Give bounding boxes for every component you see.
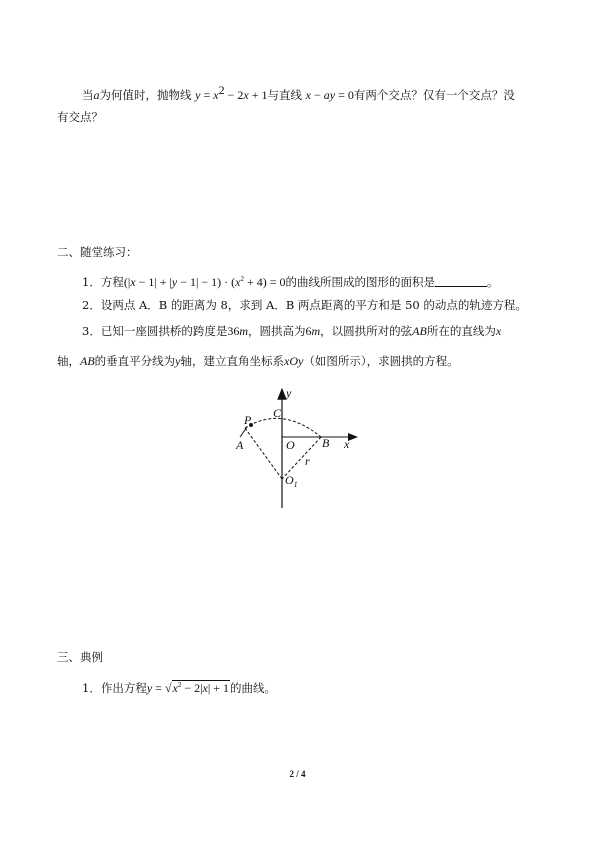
label-y: y — [286, 386, 292, 400]
answer-blank[interactable] — [435, 275, 487, 287]
arch-curve — [245, 418, 321, 437]
chord-left — [240, 427, 247, 437]
abs-equation: $(|x - 1| + |y - 1| - 1) \cdot (x^2 + 4) = 0$ — [123, 275, 286, 289]
example-question-1: 1．作出方程$y = √x^2 - 2|x| + 1$的曲线。 — [82, 681, 277, 695]
arch-bridge-diagram — [225, 383, 365, 508]
section3-heading: 三、典例 — [57, 650, 103, 664]
problem-line-2: 有交点？ — [57, 110, 103, 124]
label-o1: $O_1$ — [285, 473, 298, 489]
section2-heading: 二、随堂练习： — [57, 245, 138, 259]
practice-question-3-cont: 轴，AB的垂直平分线为y轴，建立直角坐标系xOy（如图所示），求圆拱的方程。 — [57, 354, 459, 368]
sqrt-sign: √ — [164, 681, 172, 695]
label-x: x — [344, 437, 350, 451]
problem-line-1: 当a为何值时，抛物线 $y = x^2 - 2x + 1$与直线 x − ay = 0有两个交点？仅有一个交点？没 — [82, 83, 515, 102]
practice-question-1: 1．方程$(|x - 1| + |y - 1| - 1) \cdot (x^2 + 4) = 0$的曲线所围成的图形的面积是 。 — [82, 275, 499, 289]
practice-question-3: 3．已知一座圆拱桥的跨度是36m，圆拱高为6m，以圆拱所对的弦AB所在的直线为x — [82, 324, 502, 338]
label-c: C — [273, 406, 282, 420]
practice-question-2: 2．设两点 A．B 的距离为 8，求到 A．B 两点距离的平方和是 50 的动点的轨迹方程。 — [82, 298, 527, 312]
label-r: r — [305, 454, 310, 468]
var-a: a — [93, 88, 100, 102]
radicand: $x^2 - 2|x| + 1$ — [172, 681, 230, 695]
radius-line-left — [245, 428, 282, 479]
label-p: P — [244, 413, 252, 427]
label-a: A — [236, 438, 244, 452]
line-equation: x − ay = 0 — [305, 88, 354, 102]
label-b: B — [322, 436, 330, 450]
label-o: O — [286, 438, 295, 452]
parabola-equation: $y = x^2 - 2x + 1$ — [195, 83, 268, 102]
page-number: 2 / 4 — [289, 769, 306, 779]
